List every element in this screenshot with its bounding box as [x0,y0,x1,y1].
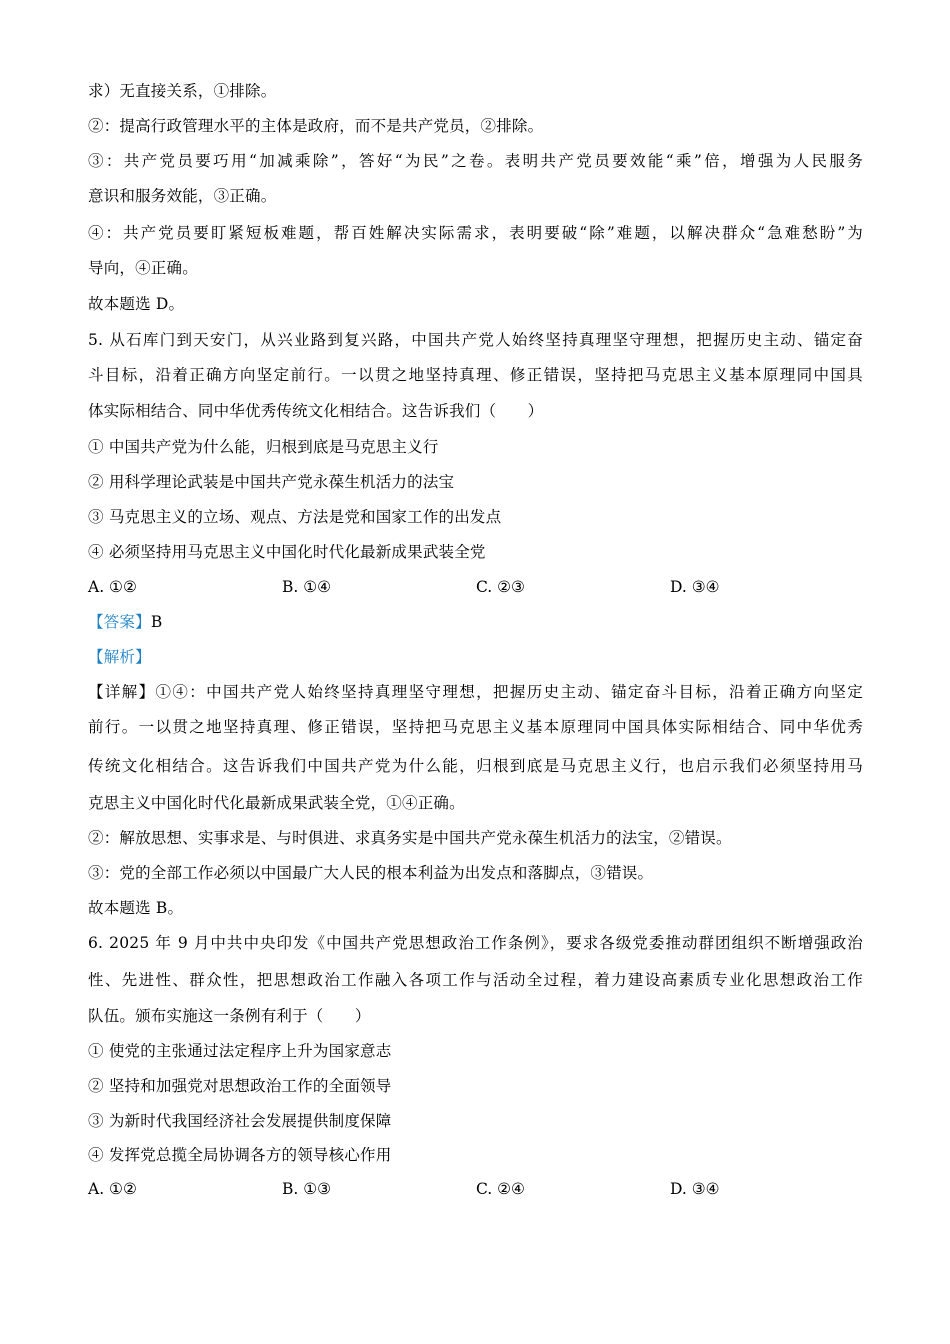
q6-item-3: ③ 为新时代我国经济社会发展提供制度保障 [88,1112,392,1130]
q5-item-4: ④ 必须坚持用马克思主义中国化时代化最新成果武装全党 [88,543,486,561]
q5-item-1: ① 中国共产党为什么能，归根到底是马克思主义行 [88,438,439,456]
prev-analysis-line-4b: 导向，④正确。 [88,259,198,277]
q5-detail-line-1: 【详解】①④：中国共产党人始终坚持真理坚守理想，把握历史主动、锚定奋斗目标，沿着正确方向坚定 [88,683,863,701]
q5-stem-line-2: 斗目标，沿着正确方向坚定前行。一以贯之地坚持真理、修正错误，坚持把马克思主义基本原理同中国具 [88,366,863,384]
q6-option-a: A. ①② [88,1180,137,1198]
q5-option-d: D. ③④ [670,578,720,596]
q5-stem-line-1: 5. 从石库门到天安门，从兴业路到复兴路，中国共产党人始终坚持真理坚守理想，把握历史主动、锚定奋 [88,331,863,349]
q5-item-2: ② 用科学理论武装是中国共产党永葆生机活力的法宝 [88,473,455,491]
q5-detail-line-3: 传统文化相结合。这告诉我们中国共产党为什么能，归根到底是马克思主义行，也启示我们必须坚持用马 [88,757,863,775]
q6-stem-line-3: 队伍。颁布实施这一条例有利于（ ） [88,1007,371,1025]
q5-analysis-row [88,647,151,667]
q5-option-c: C. ②③ [476,578,525,596]
q5-conclusion: 故本题选 B。 [88,899,184,917]
q6-option-b: B. ①③ [282,1180,332,1198]
prev-conclusion: 故本题选 D。 [88,295,185,313]
q5-stem-line-3: 体实际相结合、同中华优秀传统文化相结合。这告诉我们（ ） [88,402,544,420]
prev-analysis-line-3a: ③：共产党员要巧用“加减乘除”，答好“为民”之卷。表明共产党员要效能“乘”倍，增强为人民服务 [88,152,863,170]
q5-detail-line-4: 克思主义中国化时代化最新成果武装全党，①④正确。 [88,794,465,812]
prev-analysis-line-2: ②：提高行政管理水平的主体是政府，而不是共产党员，②排除。 [88,117,544,135]
q5-item-3: ③ 马克思主义的立场、观点、方法是党和国家工作的出发点 [88,508,502,526]
q6-stem-line-2: 性、先进性、群众性，把思想政治工作融入各项工作与活动全过程，着力建设高素质专业化思想政治工作 [88,971,863,989]
q6-item-4: ④ 发挥党总揽全局协调各方的领导核心作用 [88,1146,392,1164]
q6-option-d: D. ③④ [670,1180,720,1198]
q5-option-a: A. ①② [88,578,137,596]
q5-answer-row [88,612,162,632]
prev-analysis-line-4a: ④：共产党员要盯紧短板难题，帮百姓解决实际需求，表明要破“除”难题，以解决群众“急难愁盼”为 [88,224,863,242]
q6-option-c: C. ②④ [476,1180,525,1198]
q5-detail-line-5: ②：解放思想、实事求是、与时俱进、求真务实是中国共产党永葆生机活力的法宝，②错误。 [88,829,732,847]
q5-detail-line-2: 前行。一以贯之地坚持真理、修正错误，坚持把马克思主义基本原理同中国具体实际相结合、同中华优秀 [88,718,863,736]
q6-item-1: ① 使党的主张通过法定程序上升为国家意志 [88,1042,392,1060]
prev-analysis-line-1: 求）无直接关系，①排除。 [88,82,277,100]
q5-option-b: B. ①④ [282,578,332,596]
q6-item-2: ② 坚持和加强党对思想政治工作的全面领导 [88,1077,392,1095]
answer-value: B [150,613,163,631]
analysis-tag: 【解析】 [88,648,151,666]
q5-detail-line-6: ③：党的全部工作必须以中国最广大人民的根本利益为出发点和落脚点，③错误。 [88,864,654,882]
answer-tag: 【答案】 [88,613,151,631]
q6-stem-line-1: 6. 2025 年 9 月中共中央印发《中国共产党思想政治工作条例》，要求各级党委推动群团组织不断增强政治 [88,934,863,952]
prev-analysis-line-3b: 意识和服务效能，③正确。 [88,187,277,205]
